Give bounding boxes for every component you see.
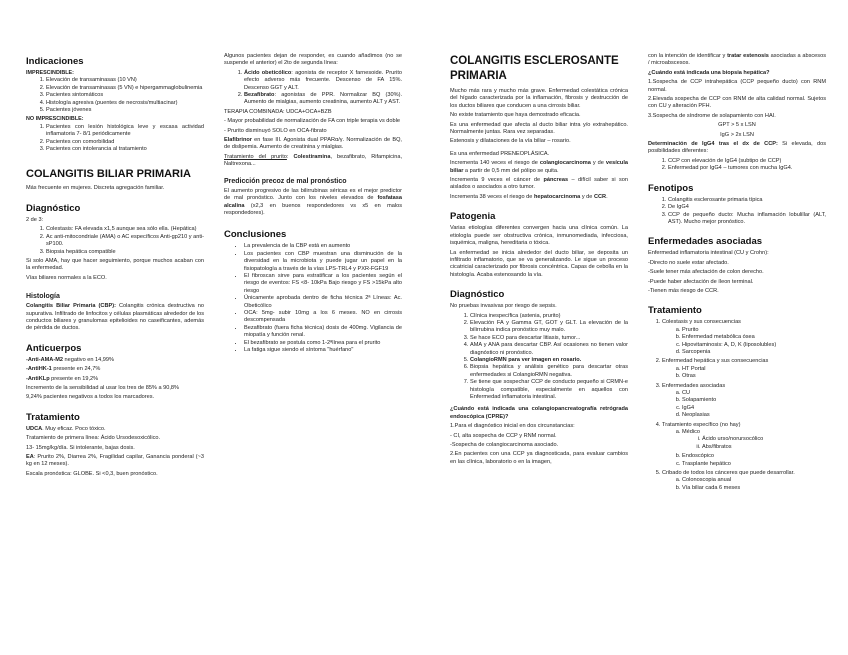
paragraph: Varias etiologías diferentes convergen hacia una clínica común. La etiología puede ser obstructiva crónica, inmunomediada, infecciosa, isquémica, maligna, hereditaria o tóxica. (450, 225, 628, 247)
paragraph (26, 426, 204, 433)
list-igg4 (648, 158, 826, 173)
paragraph: Si solo AMA, hay que hacer seguimiento, porque muchos acaban con la enfermedad. (26, 257, 204, 272)
sublist (662, 327, 826, 357)
paragraph: No pruebas invasivas por riesgo de sepsis. (450, 303, 557, 310)
paragraph: Es una enfermedad que afecta al ducto biliar intra y/o extrahepático. Normalmente juntas. Rara vez separadas. (450, 121, 628, 136)
paragraph: -Suele tener más afectación de colon derecho. (648, 269, 764, 276)
list-segunda-linea (224, 70, 402, 107)
paragraph: - Mayor probabilidad de normalización de FA con triple terapia vs doble (224, 118, 400, 125)
paragraph: Más frecuente en mujeres. Discreta agregación familiar. (26, 185, 165, 192)
paragraph: Mucho más rara y mucho más grave. Enfermedad colestática crónica del hígado caracterizada por la inflamación, fibrosis y destrucción de los ductos biliares que conducen a una cirrosis biliar. (450, 88, 628, 109)
list-imprescindible (26, 77, 204, 114)
label-imprescindible: IMPRESCINDIBLE: (26, 70, 74, 76)
paragraph: - Prurito disminuyó SOLO en OCA-fibrato (224, 127, 327, 134)
list-item (662, 383, 826, 420)
bold-text: Ácido obeticólico (244, 69, 292, 76)
list-item: 6. Biopsia hepática y análisis genético para descartar otras enfermedades si ColangioRMN negativa. (470, 364, 628, 379)
list-item: 2. Elevación FA y Gamma GT, GOT y GLT. La elevación de la bilirrubina indica pronóstico muy malo. (470, 320, 628, 335)
bold-text: -AntiHK-1 (26, 366, 52, 373)
list-item: b. Vía biliar cada 6 meses (682, 485, 826, 492)
bold-text: ¿Cuándo está indicada una biopsia hepática? (648, 69, 770, 76)
paragraph (450, 194, 628, 201)
paragraph: Es una enfermedad PRENEOPLÁSICA. (450, 150, 550, 157)
list-item: 3. CCP de pequeño ducto: Mucha inflamación lobulillar (ALT, AST). Mucho mejor pronóstico. (668, 212, 826, 227)
list-item: 1. Elevación de transaminasas (10 VN) (46, 77, 204, 84)
list-item: b. Solapamiento (682, 397, 826, 404)
paragraph: -Puede haber afectación de íleon terminal. (648, 278, 754, 285)
text: : agonista de receptor X farnesoide. Prurito efecto adverso más frecuente. Descenso de FA 15%. Descenso GGT y ALT. (244, 69, 402, 91)
list-item: b. Enfermedad metabólica ósea (682, 334, 826, 341)
list-item: 2. De IgG4 (668, 204, 826, 211)
sublist (682, 436, 826, 451)
list-item: 2. Ac anti-mitocondriale (AMA) o AC específicos Anti-gp210 y anti-sP100. (46, 234, 204, 249)
paragraph: 9,24% pacientes negativos a todos los marcadores. (26, 394, 155, 401)
paragraph: Vías biliares normales a la ECO. (26, 274, 107, 281)
list-item: ii. Abs/fibratos (702, 444, 826, 451)
heading-tratamiento-cep: Tratamiento (648, 305, 702, 317)
list-item: 1. Pacientes con lesión histológica leve y escasa actividad inflamatoria 7- 8/1 periódicamente (46, 124, 204, 139)
sublist (662, 477, 826, 492)
list-item: b. Endoscópico (682, 453, 826, 460)
list-item: d. Neoplasias (682, 412, 826, 419)
text: (x2,3 en buenos respondedores vs x5 en malos respondedores). (224, 202, 402, 216)
text: Enfermedades asociadas (662, 382, 726, 389)
bold-text: fosfatasa alcalina (224, 195, 402, 209)
column-2 (224, 53, 402, 356)
text: , bezafibrato, Rifampicina, Naltrexona... (224, 153, 402, 168)
list-item: 3. Pacientes sintomáticos (46, 92, 204, 99)
list-item: a. HT Portal (682, 366, 826, 373)
list-no-imprescindible (26, 124, 204, 154)
list-item: 1. Colangitis esclerosante primaria típica (668, 197, 826, 204)
list-tratamiento (648, 319, 826, 492)
paragraph (26, 303, 204, 333)
text: Cribado de todos los cánceres que puede desarrollar. (662, 470, 795, 477)
paragraph: - CI, alta sospecha de CCP y RNM normal. (450, 432, 557, 439)
list-item: 2. Enfermedad por IgG4 – tumores con mucha IgG4. (668, 165, 826, 172)
text: presente en 19,2% (49, 375, 99, 382)
paragraph (450, 177, 628, 192)
heading-enfermedades-asociadas: Enfermedades asociadas (648, 236, 763, 248)
list-item: • El fibroscan sirve para estratificar a los pacientes según el riesgo de eventos: FS <8- 10kPa Bajo riesgo y FS >15kPa alto riesgo (244, 273, 402, 295)
paragraph: -Sospecha de colangiocarcinoma asociado. (450, 442, 559, 449)
column-1 (26, 50, 204, 480)
paragraph (26, 376, 204, 383)
list-item: a. Colonoscopia anual (682, 477, 826, 484)
text: Colestasis y sus consecuencias (662, 319, 741, 326)
paragraph: TERAPIA COMBINADA: UDCA+OCA+BZB (224, 108, 332, 115)
bold-text: UDCA (26, 425, 43, 432)
bold-text: -Anti-AMA-M2 (26, 356, 63, 363)
text: y de (580, 193, 594, 200)
paragraph (648, 70, 826, 77)
list-item: 1. CCP con elevación de IgG4 (subtipo de CCP) (668, 158, 826, 165)
paragraph: 2 de 3: (26, 216, 44, 223)
paragraph (450, 406, 628, 421)
list-item (662, 422, 826, 468)
paragraph: 1.Para el diagnóstico inicial en dos circunstancias: (450, 423, 575, 430)
list-item: • La fatiga sigue siendo el síntoma "huérfano" (244, 347, 402, 354)
text: a partir de 0,5 mm del pólipo se quita. (463, 167, 559, 174)
label-no-imprescindible: NO IMPRESCINDIBLE: (26, 116, 84, 123)
paragraph (26, 366, 204, 373)
heading-anticuerpos: Anticuerpos (26, 342, 82, 354)
paragraph: 3.Sospecha de síndrome de solapamiento con HAI. (648, 112, 776, 119)
paragraph: 1.Sospecha de CCP intrahepática (CCP pequeño ducto) con RNM normal. (648, 79, 826, 93)
paragraph (26, 357, 204, 364)
heading-histologia: Histología (26, 293, 60, 301)
list-item: 1. Clínica inespecífica (astenia, prurito) (470, 313, 628, 320)
bold-text: ColangioRMN para ver imagen en rosario. (470, 356, 582, 363)
bold-text: colangiocarcinoma (539, 160, 591, 167)
bold-text: Bezafibrato (244, 92, 275, 99)
bold-text: ¿Cuándo está indicada una colangiopancreatografía retrógrada endoscópica (CPRE)? (450, 406, 628, 420)
paragraph: IgG > 2x LSN (720, 131, 754, 138)
heading-prediccion: Predicción precoz de mal pronóstico (224, 177, 347, 185)
heading-cbp: COLANGITIS BILIAR PRIMARIA (26, 168, 191, 181)
list-item (682, 429, 826, 451)
list-item: 7. Se tiene que sospechar CCP de conducto pequeño si CRMN-e histología compatible, especialmente en aquellos con Enfermedad inflamatoria intestinal. (470, 379, 628, 401)
bold-text: CCR (593, 193, 607, 200)
list-item: • Únicamente aprobada dentro de ficha técnica 2ª Líneas: Ac. Obeticólico (244, 295, 402, 310)
heading-fenotipos: Fenotipos (648, 182, 694, 194)
paragraph: La enfermedad se inicia alrededor del ducto biliar, se deposita un infiltrado inflamatorio, que se va generalizando. Le sigue un proceso cicatricial caracterizado por fibrosis concéntrica. Capas de cebolla en la histología. Acaba estenosando la vía. (450, 249, 628, 278)
heading-indicaciones: Indicaciones (26, 56, 84, 67)
text: asociadas a abscesos / microabscesos. (648, 53, 826, 67)
list-item: a. Prurito (682, 327, 826, 334)
bold-text: EA (26, 454, 34, 460)
bold-text: -AntiKLp (26, 375, 50, 382)
paragraph: 2.Elevada sospecha de CCP con RNM de alta calidad normal. Sujetos con CU y alteración PFH. (648, 96, 826, 110)
text: . (606, 193, 608, 200)
heading-patogenia: Patogenia (450, 211, 496, 223)
paragraph: Tratamiento de primera línea: Ácido Ursodesoxicólico. (26, 435, 161, 442)
list-diagnostico (26, 226, 204, 256)
text: : Prurito 2%, Diarrea 2%, Fragilidad capilar, Ganancia ponderal (~3 kg en 12 meses). (26, 454, 204, 468)
list-item: c. IgG4 (682, 405, 826, 412)
paragraph (450, 160, 628, 175)
list-item: • El bezafibrato se postula como 1-2ªlínea para el prurito (244, 340, 402, 347)
list-item: c. Trasplante hepático (682, 461, 826, 468)
paragraph (648, 53, 826, 68)
list-conclusiones (224, 243, 402, 354)
text: . Muy eficaz. Poco tóxico. (42, 425, 106, 432)
text: Enfermedad hepática y sus consecuencias (662, 358, 769, 365)
paragraph: Escala pronóstica: GLOBE. Si <0,3, buen pronóstico. (26, 470, 158, 477)
list-item: 3. Se hace ECO para descartar litiasis, tumor... (470, 335, 628, 342)
sublist (662, 390, 826, 420)
paragraph: -Tienen más riesgo de CCR. (648, 287, 719, 294)
text: negativo en 14,99% (62, 356, 114, 363)
text: y de (590, 160, 606, 167)
list-item: d. Sarcopenia (682, 349, 826, 356)
text: Colangitis crónica destructiva no supurativa. Infiltrado de linfocitos y células plasmáticas alrededor de los conductos biliares y granulomas epitelioides no caseificantes, además de pérdida de ductos. (26, 303, 204, 332)
paragraph: GPT > 5 x LSN (718, 122, 756, 129)
heading-tratamiento: Tratamiento (26, 411, 80, 423)
heading-diagnostico: Diagnóstico (26, 202, 81, 214)
list-item: • La prevalencia de la CBP está en aumento (244, 243, 402, 250)
text: presente en 24,7% (51, 366, 101, 373)
paragraph: Estenosis y dilataciones de la vía biliar – rosario. (450, 138, 571, 145)
paragraph: Enfermedad inflamatoria intestinal (CU y Crohn): (648, 250, 769, 257)
paragraph (224, 154, 402, 169)
list-item: b. Otras (682, 373, 826, 380)
list-item: i. Ácido urso/norursocólico (702, 436, 826, 443)
text: Incrementa 140 veces el riesgo de (450, 160, 540, 167)
list-item: 3. Biopsia hepática compatible (46, 249, 204, 256)
text: Si elevada, dos posibilidades diferentes: (648, 141, 826, 155)
text: en fase III. Agonista dual PPARα/γ. Normalización de BQ, de dislipemia. Aumento de creatinina y mialgias. (224, 137, 402, 151)
paragraph (224, 137, 402, 152)
paragraph: 2.En pacientes con una CCP ya diagnosticada, para evaluar cambios en las clínica, laboratorio o en la imagen, (450, 451, 628, 465)
list-item: • OCA: 5mg- subir 10mg a los 6 meses. NO en cirrosis descompensada (244, 310, 402, 325)
text: : agonistas de PPR. Normalizar BQ (30%). Aumento de mialgias, aumento creatinina, aumento ALT y AST. (244, 92, 402, 106)
bold-text: Colestiramina (293, 153, 331, 160)
list-item: c. Hipovitaminosis: A, D, K (liposolubles) (682, 342, 826, 349)
paragraph: 13- 15mg/kg/día. Si intolerante, bajas dosis. (26, 444, 135, 451)
list-item: • Los pacientes con CBP muestran una disminución de la diversidad en la microbiota y puede jugar un papel en la fisiopatología a través de la vías LPS-TRL4 y PXR-FGF19 (244, 251, 402, 273)
paragraph (224, 188, 402, 218)
heading-diagnostico-cep: Diagnóstico (450, 289, 505, 301)
column-3 (450, 50, 628, 468)
list-item: 5. Pacientes jóvenes (46, 107, 204, 114)
list-item (244, 70, 402, 92)
list-item: • Bezafibrato (fuera ficha técnica) dosis de 400mg. Vigilancia de miopatía y función renal. (244, 325, 402, 340)
bold-text: tratar estenosis (727, 53, 769, 59)
text: – difícil saber si son aislados o asociados a otro tumor. (450, 177, 628, 191)
bold-text: páncreas (543, 177, 569, 184)
heading-cep: COLANGITIS ESCLEROSANTE PRIMARIA (450, 55, 619, 82)
bold-text: Colangitis Biliar Primaria (CBP): (26, 303, 116, 310)
paragraph: Algunos pacientes dejan de responder, es cuando añadimos (no se suspende el anterior) el 2to de segunda línea: (224, 53, 402, 67)
bold-text: hepatocarcinoma (533, 193, 581, 200)
list-item (662, 358, 826, 380)
list-item (662, 470, 826, 492)
list-item: 2. Elevación de transaminasas (5 VN) e hipergammaglobulinemia (46, 85, 204, 92)
text: El aumento progresivo de las bilirrubinas séricas es el mejor predictor de mal pronóstico. Junto con los niveles elevados de (224, 187, 402, 202)
text: Médico (682, 429, 701, 436)
text: : (286, 153, 294, 160)
paragraph: No existe tratamiento que haya demostrado eficacia. (450, 112, 581, 119)
sublist (662, 366, 826, 381)
paragraph (648, 141, 826, 156)
bold-text: Elafibrinor (224, 137, 252, 144)
list-item (662, 319, 826, 356)
list-item: 4. Histología agresiva (puentes de necrosis/multiacinar) (46, 100, 204, 107)
text: con la intención de identificar y (648, 53, 728, 59)
paragraph: -Directo no suele estar afectado. (648, 259, 729, 266)
list-item: a. CU (682, 390, 826, 397)
underlined-text: Tratamiento del prurito (224, 153, 287, 160)
bold-text: Determinación de IgG4 tras el dx de CCP: (648, 141, 778, 148)
list-item (244, 92, 402, 107)
list-fenotipos (648, 197, 826, 227)
list-item: 4. AMA y ANA para descartar CBP. Así ocasiones no tienen valor diagnóstico ni pronóstico. (470, 342, 628, 357)
list-item: 1. Colestasis: FA elevada x1,5 aunque sea sólo ella. (Hepática) (46, 226, 204, 233)
bold-text: vesícula biliar (450, 160, 628, 174)
text: Tratamiento específico (no hay) (662, 421, 741, 428)
text: Incrementa 38 veces el riesgo de (450, 193, 534, 200)
list-item: 3. Pacientes con intolerancia al tratamiento (46, 146, 204, 153)
paragraph (26, 454, 204, 469)
text: Incrementa 9 veces el cáncer de (450, 177, 544, 184)
heading-conclusiones: Conclusiones (224, 229, 287, 241)
paragraph: Incremento de la sensibilidad al usar los tres de 85% a 90,8% (26, 384, 179, 391)
list-item (470, 357, 628, 364)
list-diagnostico-cep (450, 313, 628, 402)
sublist (662, 429, 826, 468)
list-item: 2. Pacientes con comorbilidad (46, 139, 204, 146)
column-4 (648, 53, 826, 494)
